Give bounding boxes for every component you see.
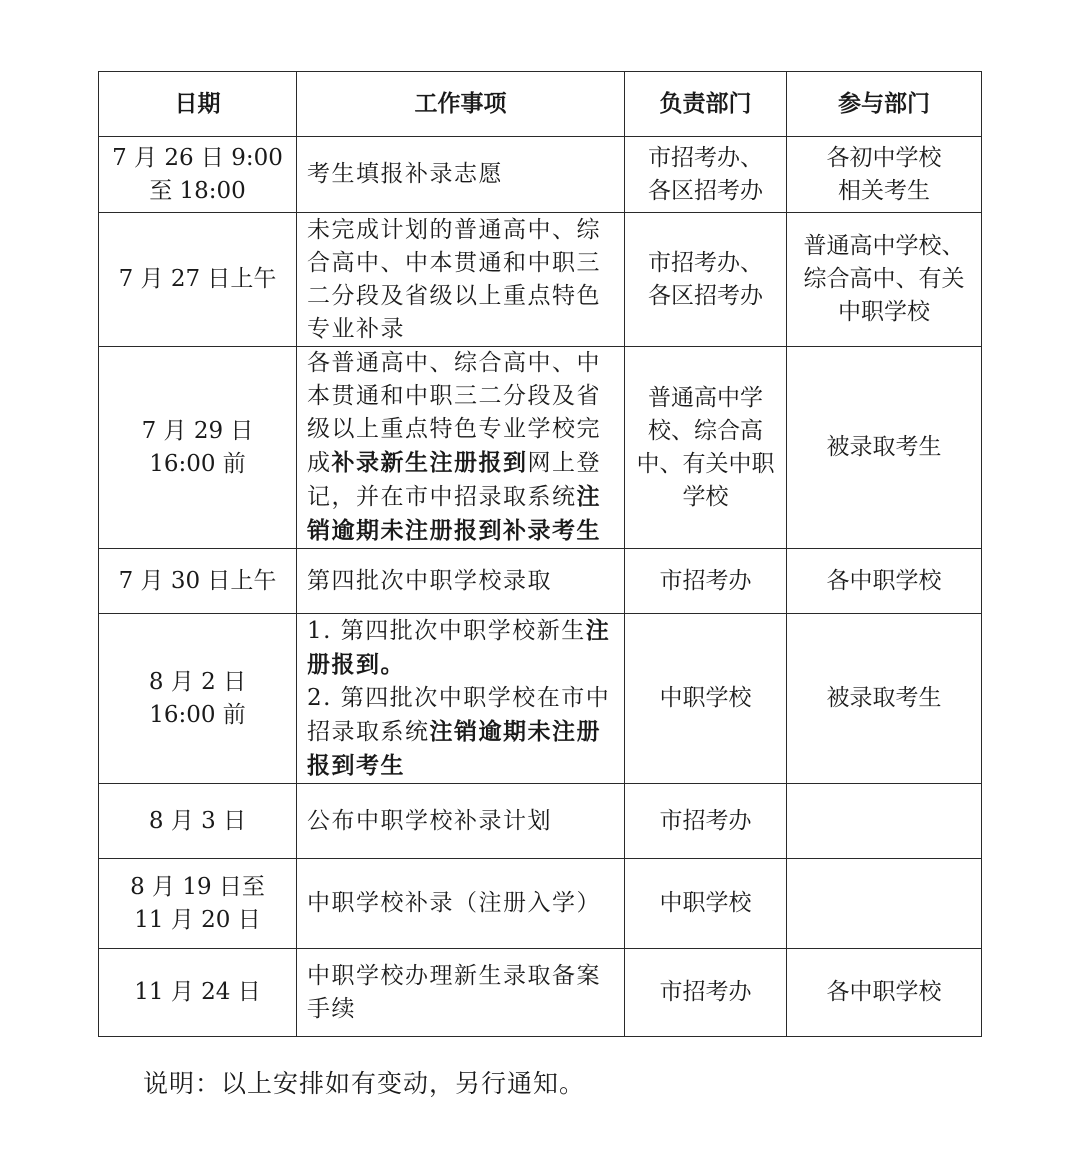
task-text: 考生填报补录志愿 bbox=[307, 161, 503, 187]
table-body bbox=[99, 137, 982, 1037]
cell-responsible-text: 市招考办、 各区招考办 bbox=[648, 249, 763, 309]
cell-date-text: 7 月 29 日 16:00 前 bbox=[141, 417, 254, 477]
cell-participating bbox=[787, 213, 982, 347]
cell-participating bbox=[787, 859, 982, 949]
task-text: 中职学校办理新生录取备案 手续 bbox=[307, 962, 601, 1022]
cell-task bbox=[297, 347, 625, 549]
cell-task-text bbox=[307, 565, 616, 598]
cell-date bbox=[99, 949, 297, 1037]
table-row bbox=[99, 614, 982, 784]
cell-date-text: 7 月 26 日 9:00 至 18:00 bbox=[112, 144, 283, 204]
task-text: 网上登 记，并在市中招录取系统 bbox=[307, 450, 601, 510]
cell-responsible-text: 中职学校 bbox=[659, 685, 752, 711]
cell-task bbox=[297, 614, 625, 784]
cell-date-text: 11 月 24 日 bbox=[134, 979, 261, 1005]
cell-date-text: 8 月 2 日 16:00 前 bbox=[148, 668, 247, 728]
cell-responsible-text: 中职学校 bbox=[659, 890, 752, 916]
cell-task bbox=[297, 137, 625, 213]
cell-date bbox=[99, 213, 297, 347]
cell-date bbox=[99, 614, 297, 784]
cell-task bbox=[297, 949, 625, 1037]
cell-task-text bbox=[307, 614, 616, 783]
table-header-row bbox=[99, 72, 982, 137]
cell-responsible-text: 市招考办 bbox=[659, 979, 752, 1005]
cell-date-text: 7 月 30 日上午 bbox=[118, 567, 277, 594]
cell-date-text: 7 月 27 日上午 bbox=[118, 266, 277, 292]
cell-responsible bbox=[625, 949, 787, 1037]
cell-responsible-text: 市招考办 bbox=[659, 807, 752, 834]
cell-task-text bbox=[307, 805, 616, 838]
task-text: 各普通高中、综合高中、中 本贯通和中职三二分段及省 级以上重点特色专业学校完 成 bbox=[307, 350, 601, 476]
cell-date-text: 8 月 3 日 bbox=[148, 807, 247, 834]
cell-date bbox=[99, 859, 297, 949]
footnote: 说明：以上安排如有变动，另行通知。 bbox=[143, 1069, 586, 1098]
cell-participating-text: 各中职学校 bbox=[826, 567, 942, 594]
task-text: 公布中职学校补录计划 bbox=[307, 807, 552, 834]
cell-task-text bbox=[307, 887, 616, 920]
task-text-bold: 注 销逾期未注册报到补录考生 bbox=[307, 483, 601, 544]
header-responsible: 负责部门 bbox=[625, 72, 787, 137]
cell-participating bbox=[787, 614, 982, 784]
cell-task-text bbox=[307, 158, 616, 191]
cell-participating bbox=[787, 549, 982, 614]
cell-participating bbox=[787, 137, 982, 213]
cell-responsible bbox=[625, 859, 787, 949]
cell-responsible-text: 市招考办、 各区招考办 bbox=[648, 144, 763, 204]
task-text: 中职学校补录（注册入学） bbox=[307, 890, 601, 916]
cell-participating-text: 各初中学校 相关考生 bbox=[826, 144, 942, 204]
cell-participating-text: 被录取考生 bbox=[826, 685, 942, 711]
cell-date bbox=[99, 549, 297, 614]
cell-date bbox=[99, 137, 297, 213]
cell-responsible bbox=[625, 614, 787, 784]
header-date: 日期 bbox=[99, 72, 297, 137]
header-task: 工作事项 bbox=[297, 72, 625, 137]
cell-participating bbox=[787, 949, 982, 1037]
cell-task bbox=[297, 784, 625, 859]
task-text: 第四批次中职学校录取 bbox=[307, 567, 552, 594]
cell-participating bbox=[787, 784, 982, 859]
cell-responsible bbox=[625, 784, 787, 859]
cell-task bbox=[297, 213, 625, 347]
cell-participating-text: 各中职学校 bbox=[826, 979, 942, 1005]
cell-responsible bbox=[625, 347, 787, 549]
table-row bbox=[99, 549, 982, 614]
task-text: 未完成计划的普通高中、综 合高中、中本贯通和中职三 二分段及省级以上重点特色 专业补录 bbox=[307, 216, 601, 342]
cell-date bbox=[99, 784, 297, 859]
cell-responsible-text: 普通高中学 校、综合高 中、有关中职 学校 bbox=[636, 384, 775, 510]
cell-task-text bbox=[307, 960, 616, 1026]
cell-participating-text: 被录取考生 bbox=[826, 434, 942, 460]
cell-responsible bbox=[625, 549, 787, 614]
task-text: 1. 第四批次中职学校新生 bbox=[307, 618, 586, 644]
cell-responsible-text: 市招考办 bbox=[659, 567, 752, 594]
schedule-table bbox=[98, 71, 982, 1037]
cell-participating-text: 普通高中学校、 综合高中、有关 中职学校 bbox=[803, 233, 965, 325]
cell-task bbox=[297, 549, 625, 614]
task-text-bold: 注 册报到。 bbox=[307, 617, 611, 678]
cell-task bbox=[297, 859, 625, 949]
table-row bbox=[99, 859, 982, 949]
cell-date bbox=[99, 347, 297, 549]
task-text: 2. 第四批次中职学校在市中 招录取系统 bbox=[307, 685, 611, 745]
task-text-bold: 注销逾期未注册 报到考生 bbox=[307, 718, 601, 779]
cell-task-text bbox=[307, 214, 616, 346]
header-participating: 参与部门 bbox=[787, 72, 982, 137]
table-row bbox=[99, 137, 982, 213]
cell-participating bbox=[787, 347, 982, 549]
cell-task-text bbox=[307, 347, 616, 548]
task-text-bold: 补录新生注册报到 bbox=[331, 449, 528, 476]
table-row bbox=[99, 949, 982, 1037]
cell-date-text: 8 月 19 日至 11 月 20 日 bbox=[130, 873, 265, 933]
table-row bbox=[99, 347, 982, 549]
cell-responsible bbox=[625, 137, 787, 213]
table-row bbox=[99, 784, 982, 859]
table-row bbox=[99, 213, 982, 347]
cell-responsible bbox=[625, 213, 787, 347]
